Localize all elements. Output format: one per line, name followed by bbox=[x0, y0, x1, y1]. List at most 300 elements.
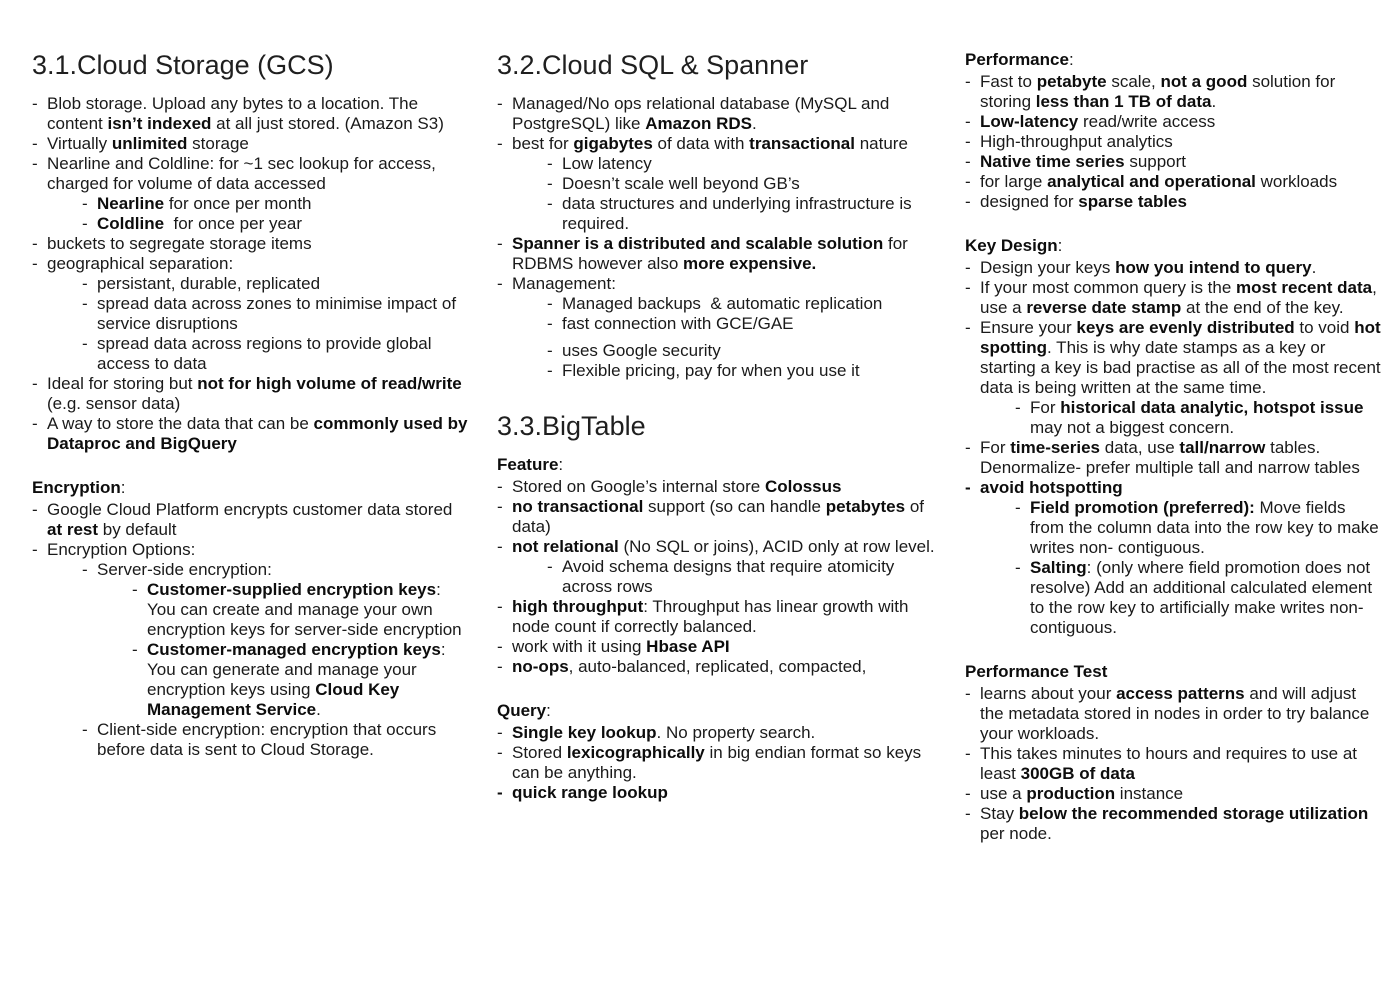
bullet-text: solution for storing bbox=[980, 72, 1340, 111]
bullet-text-bold: Field promotion (preferred): bbox=[1030, 498, 1255, 517]
bullet-text bbox=[980, 318, 1386, 398]
bullet-text-bold: not for high volume of read/write bbox=[197, 374, 462, 393]
bullet-text bbox=[512, 497, 937, 537]
heading-text: : bbox=[1057, 236, 1063, 255]
bullet-text-bold: access patterns bbox=[1116, 684, 1245, 703]
bullet-dash: - bbox=[497, 597, 503, 616]
bullet-text: learns about your bbox=[980, 684, 1117, 703]
bullet-item bbox=[32, 334, 472, 374]
bullet-text: storage bbox=[187, 134, 249, 153]
bullet-item bbox=[32, 134, 472, 154]
bullet-item bbox=[965, 438, 1383, 478]
bullet-text-bold: no-ops bbox=[512, 657, 569, 676]
bullet-text: Doesn’t scale well beyond GB’s bbox=[562, 174, 800, 193]
section-heading bbox=[965, 50, 1383, 70]
bullet-text-bold: Customer-managed encryption keys bbox=[147, 640, 441, 659]
bullet-text bbox=[512, 723, 937, 743]
bullet-dash: - bbox=[965, 784, 971, 803]
bullet-text-bold: Coldline bbox=[97, 214, 165, 233]
bullet-item bbox=[32, 254, 472, 274]
bullet-dash: - bbox=[497, 723, 503, 742]
bullet-text: scale, bbox=[1106, 72, 1161, 91]
section-heading bbox=[965, 662, 1383, 682]
bullet-text-bold: Hbase API bbox=[646, 637, 730, 656]
bullet-text bbox=[147, 640, 472, 720]
bullet-text-bold: most recent data bbox=[1236, 278, 1373, 297]
bullet-item bbox=[32, 500, 472, 540]
bullet-text-bold: Amazon RDS bbox=[645, 114, 752, 133]
bullet-text-bold: below the recommended storage utilization bbox=[1018, 804, 1369, 823]
bullet-item bbox=[965, 478, 1383, 498]
bullet-dash: - bbox=[82, 720, 88, 739]
bullet-text: Flexible pricing, pay for when you use it bbox=[562, 361, 860, 380]
bullet-text: Low latency bbox=[562, 154, 652, 173]
bullet-text: of data with bbox=[652, 134, 750, 153]
bullet-text: at the end of the key. bbox=[1181, 298, 1344, 317]
bullet-text-bold: Salting bbox=[1030, 558, 1087, 577]
bullet-dash: - bbox=[965, 192, 971, 211]
bullet-dash: - bbox=[82, 214, 88, 233]
bullet-text bbox=[512, 637, 937, 657]
bullet-text: Stored on Google’s internal store bbox=[512, 477, 765, 496]
bullet-item bbox=[32, 194, 472, 214]
section-heading bbox=[965, 236, 1383, 256]
bullet-item bbox=[497, 723, 937, 743]
bullet-text bbox=[980, 172, 1383, 192]
section-title: 3.2.Cloud SQL & Spanner bbox=[497, 50, 809, 80]
bullet-dash: - bbox=[497, 234, 503, 253]
bullet-text: geographical separation: bbox=[47, 254, 234, 273]
bullet-dash: - bbox=[965, 278, 971, 297]
bullet-text: uses Google security bbox=[562, 341, 721, 360]
bullet-text: . bbox=[1311, 258, 1317, 277]
bullet-text-bold: keys are evenly distributed bbox=[1076, 318, 1295, 337]
bullet-text bbox=[562, 361, 937, 381]
bullet-text-bold: avoid hotspotting bbox=[980, 478, 1123, 497]
bullet-item bbox=[497, 783, 937, 803]
bullet-dash: - bbox=[82, 194, 88, 213]
bullet-text: Design your keys bbox=[980, 258, 1116, 277]
bullet-text-bold: Low-latency bbox=[980, 112, 1079, 131]
bullet-text bbox=[1030, 498, 1383, 558]
bullet-text bbox=[47, 134, 472, 154]
bullet-text: for once per year bbox=[164, 214, 303, 233]
bullet-item bbox=[497, 557, 937, 597]
bullet-item bbox=[965, 112, 1383, 132]
bullet-dash: - bbox=[32, 134, 38, 153]
bullet-text: for large bbox=[980, 172, 1048, 191]
bullet-item bbox=[32, 580, 472, 640]
bullet-text: of data) bbox=[512, 497, 929, 536]
bullet-text-bold: petabyte bbox=[1036, 72, 1107, 91]
bullet-text-bold: Single key lookup bbox=[512, 723, 657, 742]
bullet-text bbox=[47, 414, 472, 454]
bullet-text bbox=[512, 743, 937, 783]
bullet-text: Server-side encryption: bbox=[97, 560, 272, 579]
bullet-text: : You can generate and manage your encryption keys using bbox=[147, 640, 450, 699]
bullet-text bbox=[97, 194, 472, 214]
heading-text-bold: Query bbox=[497, 701, 547, 720]
bullet-dash: - bbox=[82, 294, 88, 313]
bullet-dash: - bbox=[497, 537, 503, 556]
bullet-dash: - bbox=[32, 154, 38, 173]
bullet-text: Stored bbox=[512, 743, 567, 762]
bullet-item bbox=[497, 134, 937, 154]
bullet-text-bold: commonly used by Dataproc and BigQuery bbox=[47, 414, 473, 453]
bullet-text: For bbox=[1030, 398, 1061, 417]
bullet-text-bold: Cloud Key Management Service bbox=[147, 680, 404, 719]
bullet-text: by default bbox=[98, 520, 177, 539]
bullet-text bbox=[980, 278, 1383, 318]
bullet-item bbox=[32, 560, 472, 580]
bullet-item bbox=[32, 720, 472, 760]
bullet-text-bold: historical data analytic, hotspot issue bbox=[1060, 398, 1364, 417]
bullet-text: Stay bbox=[980, 804, 1019, 823]
bullet-text bbox=[97, 560, 472, 580]
bullet-text bbox=[512, 274, 937, 294]
bullet-dash: - bbox=[965, 744, 971, 763]
bullet-dash: - bbox=[547, 341, 553, 360]
bullet-item bbox=[32, 274, 472, 294]
bullet-dash: - bbox=[965, 258, 971, 277]
section-heading bbox=[497, 455, 937, 475]
bullet-text: , auto-balanced, replicated, compacted, bbox=[568, 657, 867, 676]
bullet-text-bold: analytical and operational bbox=[1047, 172, 1256, 191]
bullet-text: Move fields from the column data into the row key to make writes non- contiguous. bbox=[1030, 498, 1384, 557]
bullet-text: Virtually bbox=[47, 134, 112, 153]
column-3 bbox=[965, 50, 1386, 844]
bullet-text: Client-side encryption: encryption that occurs before data is sent to Cloud Storage. bbox=[97, 720, 441, 759]
bullet-text: : (only where field promotion does not resolve) Add an additional calculated element to the row key to artificially make writes non- contiguous. bbox=[1030, 558, 1377, 637]
bullet-dash: - bbox=[497, 657, 503, 676]
bullet-text: work with it using bbox=[512, 637, 647, 656]
bullet-text: per node. bbox=[980, 804, 1373, 843]
bullet-text-bold: gigabytes bbox=[573, 134, 653, 153]
bullet-text: Managed backups & automatic replication bbox=[562, 294, 883, 313]
bullet-dash: - bbox=[965, 318, 971, 337]
bullet-dash: - bbox=[1015, 398, 1021, 417]
bullet-dash: - bbox=[547, 194, 553, 213]
bullet-dash: - bbox=[497, 94, 503, 113]
bullet-text bbox=[512, 234, 937, 274]
bullet-text: (No SQL or joins), ACID only at row level. bbox=[618, 537, 935, 556]
section-title: 3.3.BigTable bbox=[497, 411, 646, 441]
bullet-text: , use a bbox=[980, 278, 1382, 317]
bullet-text-bold: no transactional bbox=[512, 497, 644, 516]
bullet-item bbox=[32, 154, 472, 194]
bullet-dash: - bbox=[965, 684, 971, 703]
bullet-text: tables. Denormalize- prefer multiple tall and narrow tables bbox=[980, 438, 1360, 477]
bullet-item bbox=[497, 154, 937, 174]
bullet-text: . bbox=[751, 114, 757, 133]
bullet-dash: - bbox=[32, 254, 38, 273]
bullet-text: . This is why date stamps as a key or starting a key is bad practise as all of the most recent data is being written at the same time. bbox=[980, 338, 1386, 397]
bullet-item bbox=[965, 318, 1386, 398]
bullet-item bbox=[497, 637, 937, 657]
bullet-text bbox=[980, 258, 1383, 278]
bullet-text bbox=[97, 720, 472, 760]
bullet-dash: - bbox=[497, 743, 503, 762]
bullet-text: in big endian format so keys can be anything. bbox=[512, 743, 926, 782]
bullet-text: This takes minutes to hours and requires to use at least bbox=[980, 744, 1362, 783]
bullet-text-bold: Customer-supplied encryption keys bbox=[147, 580, 437, 599]
bullet-text: support bbox=[1124, 152, 1187, 171]
bullet-text: Management: bbox=[512, 274, 616, 293]
bullet-text bbox=[47, 254, 472, 274]
heading-text: : bbox=[1068, 50, 1074, 69]
bullet-item bbox=[32, 294, 472, 334]
heading-text-bold: Encryption bbox=[32, 478, 121, 497]
bullet-text bbox=[980, 438, 1383, 478]
heading-text-bold: Feature bbox=[497, 455, 559, 474]
heading-text-bold: Performance bbox=[965, 50, 1069, 69]
bullet-text bbox=[512, 783, 937, 803]
bullet-text bbox=[980, 72, 1383, 112]
bullet-text bbox=[562, 194, 937, 234]
bullet-dash: - bbox=[32, 234, 38, 253]
bullet-text: Nearline and Coldline: for ~1 sec lookup for access, charged for volume of data accessed bbox=[47, 154, 441, 193]
bullet-text: High-throughput analytics bbox=[980, 132, 1173, 151]
bullet-text bbox=[47, 234, 472, 254]
bullet-text bbox=[562, 174, 937, 194]
bullet-text: data structures and underlying infrastructure is required. bbox=[562, 194, 917, 233]
bullet-text: . bbox=[316, 700, 321, 719]
bullet-text-bold: Spanner is a distributed and scalable solution bbox=[512, 234, 884, 253]
bullet-text bbox=[980, 132, 1383, 152]
bullet-dash: - bbox=[497, 497, 503, 516]
bullet-dash: - bbox=[965, 132, 971, 151]
bullet-text bbox=[980, 112, 1383, 132]
bullet-text bbox=[97, 334, 472, 374]
bullet-item bbox=[965, 72, 1383, 112]
bullet-text bbox=[562, 294, 937, 314]
heading-text: : bbox=[558, 455, 564, 474]
bullet-text bbox=[97, 294, 472, 334]
column-1 bbox=[32, 50, 472, 760]
bullet-item bbox=[965, 558, 1383, 638]
bullet-dash: - bbox=[132, 640, 138, 659]
bullet-text: A way to store the data that can be bbox=[47, 414, 314, 433]
section-title: 3.1.Cloud Storage (GCS) bbox=[32, 50, 334, 80]
bullet-text: (e.g. sensor data) bbox=[47, 374, 467, 413]
bullet-text-bold: Native time series bbox=[980, 152, 1125, 171]
bullet-text-bold: at rest bbox=[47, 520, 99, 539]
bullet-item bbox=[32, 540, 472, 560]
bullet-text-bold: not relational bbox=[512, 537, 619, 556]
bullet-text: spread data across regions to provide global access to data bbox=[97, 334, 437, 373]
bullet-text-bold: time-series bbox=[1010, 438, 1101, 457]
heading-text-bold: Performance Test bbox=[965, 662, 1108, 681]
bullet-item bbox=[32, 640, 472, 720]
bullet-text: . bbox=[1211, 92, 1217, 111]
bullet-dash: - bbox=[32, 540, 38, 559]
bullet-text bbox=[1030, 558, 1383, 638]
bullet-text-bold: isn’t indexed bbox=[107, 114, 212, 133]
bullet-dash: - bbox=[32, 94, 38, 113]
bullet-text bbox=[147, 580, 472, 640]
bullet-item bbox=[965, 784, 1383, 804]
heading-text: : bbox=[120, 478, 126, 497]
bullet-text: designed for bbox=[980, 192, 1079, 211]
bullet-text-bold: more expensive. bbox=[683, 254, 817, 273]
bullet-dash: - bbox=[547, 294, 553, 313]
bullet-dash: - bbox=[497, 637, 503, 656]
bullet-text-bold: 300GB of data bbox=[1020, 764, 1135, 783]
bullet-item bbox=[965, 498, 1383, 558]
bullet-item bbox=[497, 94, 937, 134]
bullet-item bbox=[497, 274, 937, 294]
heading-text-bold: Key Design bbox=[965, 236, 1058, 255]
bullet-text: at all just stored. (Amazon S3) bbox=[211, 114, 444, 133]
bullet-dash: - bbox=[547, 557, 553, 576]
bullet-dash: - bbox=[82, 274, 88, 293]
section-heading bbox=[497, 701, 937, 721]
bullet-dash: - bbox=[965, 478, 971, 497]
bullet-text bbox=[980, 152, 1383, 172]
bullet-item bbox=[497, 314, 937, 334]
bullet-dash: - bbox=[965, 172, 971, 191]
bullet-text: may not a biggest concern. bbox=[1030, 398, 1369, 437]
bullet-item bbox=[497, 657, 937, 677]
bullet-text bbox=[512, 94, 937, 134]
bullet-text bbox=[980, 684, 1383, 744]
bullet-dash: - bbox=[497, 134, 503, 153]
bullet-text bbox=[980, 784, 1383, 804]
bullet-dash: - bbox=[965, 152, 971, 171]
bullet-item bbox=[497, 361, 937, 381]
bullet-text bbox=[512, 134, 937, 154]
bullet-text: fast connection with GCE/GAE bbox=[562, 314, 794, 333]
bullet-text-bold: tall/narrow bbox=[1179, 438, 1266, 457]
bullet-item bbox=[497, 743, 937, 783]
bullet-dash: - bbox=[547, 174, 553, 193]
bullet-text-bold: unlimited bbox=[111, 134, 188, 153]
bullet-text bbox=[47, 94, 472, 134]
bullet-item bbox=[965, 258, 1383, 278]
bullet-text: Avoid schema designs that require atomicity across rows bbox=[562, 557, 900, 596]
bullet-text: Ensure your bbox=[980, 318, 1077, 337]
bullet-text: nature bbox=[854, 134, 908, 153]
bullet-text: : You can create and manage your own encryption keys for server-side encryption bbox=[147, 580, 462, 639]
bullet-dash: - bbox=[497, 274, 503, 293]
bullet-text bbox=[562, 341, 937, 361]
bullet-dash: - bbox=[32, 414, 38, 433]
bullet-text: Encryption Options: bbox=[47, 540, 196, 559]
bullet-text: data, use bbox=[1100, 438, 1180, 457]
bullet-text-bold: hot spotting bbox=[980, 318, 1386, 357]
bullet-text: best for bbox=[512, 134, 574, 153]
bullet-text: to void bbox=[1294, 318, 1355, 337]
bullet-item bbox=[965, 172, 1383, 192]
bullet-item bbox=[32, 414, 472, 454]
bullet-dash: - bbox=[497, 477, 503, 496]
bullet-text bbox=[47, 374, 472, 414]
bullet-item bbox=[965, 804, 1383, 844]
bullet-dash: - bbox=[965, 804, 971, 823]
bullet-dash: - bbox=[1015, 558, 1021, 577]
bullet-text: persistant, durable, replicated bbox=[97, 274, 321, 293]
bullet-text: buckets to segregate storage items bbox=[47, 234, 312, 253]
bullet-dash: - bbox=[965, 72, 971, 91]
bullet-dash: - bbox=[82, 560, 88, 579]
bullet-item bbox=[32, 234, 472, 254]
bullet-text: Managed/No ops relational database (MySQL and PostgreSQL) like bbox=[512, 94, 895, 133]
bullet-item bbox=[497, 194, 937, 234]
bullet-dash: - bbox=[497, 783, 503, 802]
bullet-text: for RDBMS however also bbox=[512, 234, 913, 273]
bullet-text bbox=[562, 154, 937, 174]
bullet-item bbox=[965, 684, 1383, 744]
bullet-item bbox=[497, 234, 937, 274]
bullet-text bbox=[980, 804, 1383, 844]
bullet-item bbox=[497, 294, 937, 314]
bullet-text bbox=[512, 657, 937, 677]
heading-text: : bbox=[546, 701, 551, 720]
bullet-text-bold: lexicographically bbox=[566, 743, 705, 762]
bullet-text: spread data across zones to minimise impact of service disruptions bbox=[97, 294, 461, 333]
bullet-dash: - bbox=[32, 374, 38, 393]
bullet-dash: - bbox=[1015, 498, 1021, 517]
bullet-text-bold: Colossus bbox=[764, 477, 842, 496]
bullet-dash: - bbox=[547, 154, 553, 173]
bullet-text-bold: less than 1 TB of data bbox=[1035, 92, 1212, 111]
bullet-text bbox=[980, 478, 1383, 498]
bullet-text bbox=[512, 477, 937, 497]
bullet-text bbox=[980, 192, 1383, 212]
bullet-item bbox=[32, 94, 472, 134]
bullet-text bbox=[562, 557, 937, 597]
bullet-text bbox=[562, 314, 937, 334]
bullet-text bbox=[47, 154, 472, 194]
bullet-dash: - bbox=[547, 361, 553, 380]
bullet-item bbox=[32, 374, 472, 414]
bullet-item bbox=[497, 174, 937, 194]
bullet-text-bold: quick range lookup bbox=[512, 783, 668, 802]
bullet-text: read/write access bbox=[1078, 112, 1216, 131]
bullet-text: : Throughput has linear growth with node count if correctly balanced. bbox=[512, 597, 914, 636]
bullet-text-bold: petabytes bbox=[825, 497, 906, 516]
bullet-text-bold: sparse tables bbox=[1078, 192, 1187, 211]
section-heading bbox=[32, 478, 472, 498]
bullet-text: Blob storage. Upload any bytes to a location. The content bbox=[47, 94, 423, 133]
bullet-text: for once per month bbox=[164, 194, 312, 213]
bullet-item bbox=[497, 537, 937, 557]
bullet-dash: - bbox=[965, 438, 971, 457]
bullet-text bbox=[980, 744, 1383, 784]
bullet-dash: - bbox=[965, 112, 971, 131]
bullet-text-bold: reverse date stamp bbox=[1026, 298, 1182, 317]
bullet-item bbox=[965, 278, 1383, 318]
bullet-text: Google Cloud Platform encrypts customer data stored bbox=[47, 500, 458, 519]
bullet-item bbox=[965, 152, 1383, 172]
bullet-dash: - bbox=[82, 334, 88, 353]
bullet-text: support (so can handle bbox=[643, 497, 826, 516]
bullet-text bbox=[512, 597, 937, 637]
bullet-text: and will adjust the metadata stored in nodes in order to try balance your workloads. bbox=[980, 684, 1375, 743]
bullet-text-bold: production bbox=[1026, 784, 1116, 803]
bullet-item bbox=[497, 497, 937, 537]
bullet-text: workloads bbox=[1255, 172, 1338, 191]
bullet-item bbox=[497, 341, 937, 361]
bullet-text bbox=[1030, 398, 1383, 438]
bullet-item bbox=[32, 214, 472, 234]
bullet-text bbox=[47, 500, 472, 540]
bullet-text: instance bbox=[1115, 784, 1184, 803]
bullet-text bbox=[512, 537, 937, 557]
bullet-text: Ideal for storing but bbox=[47, 374, 198, 393]
bullet-text: . No property search. bbox=[656, 723, 816, 742]
bullet-text-bold: high throughput bbox=[512, 597, 644, 616]
